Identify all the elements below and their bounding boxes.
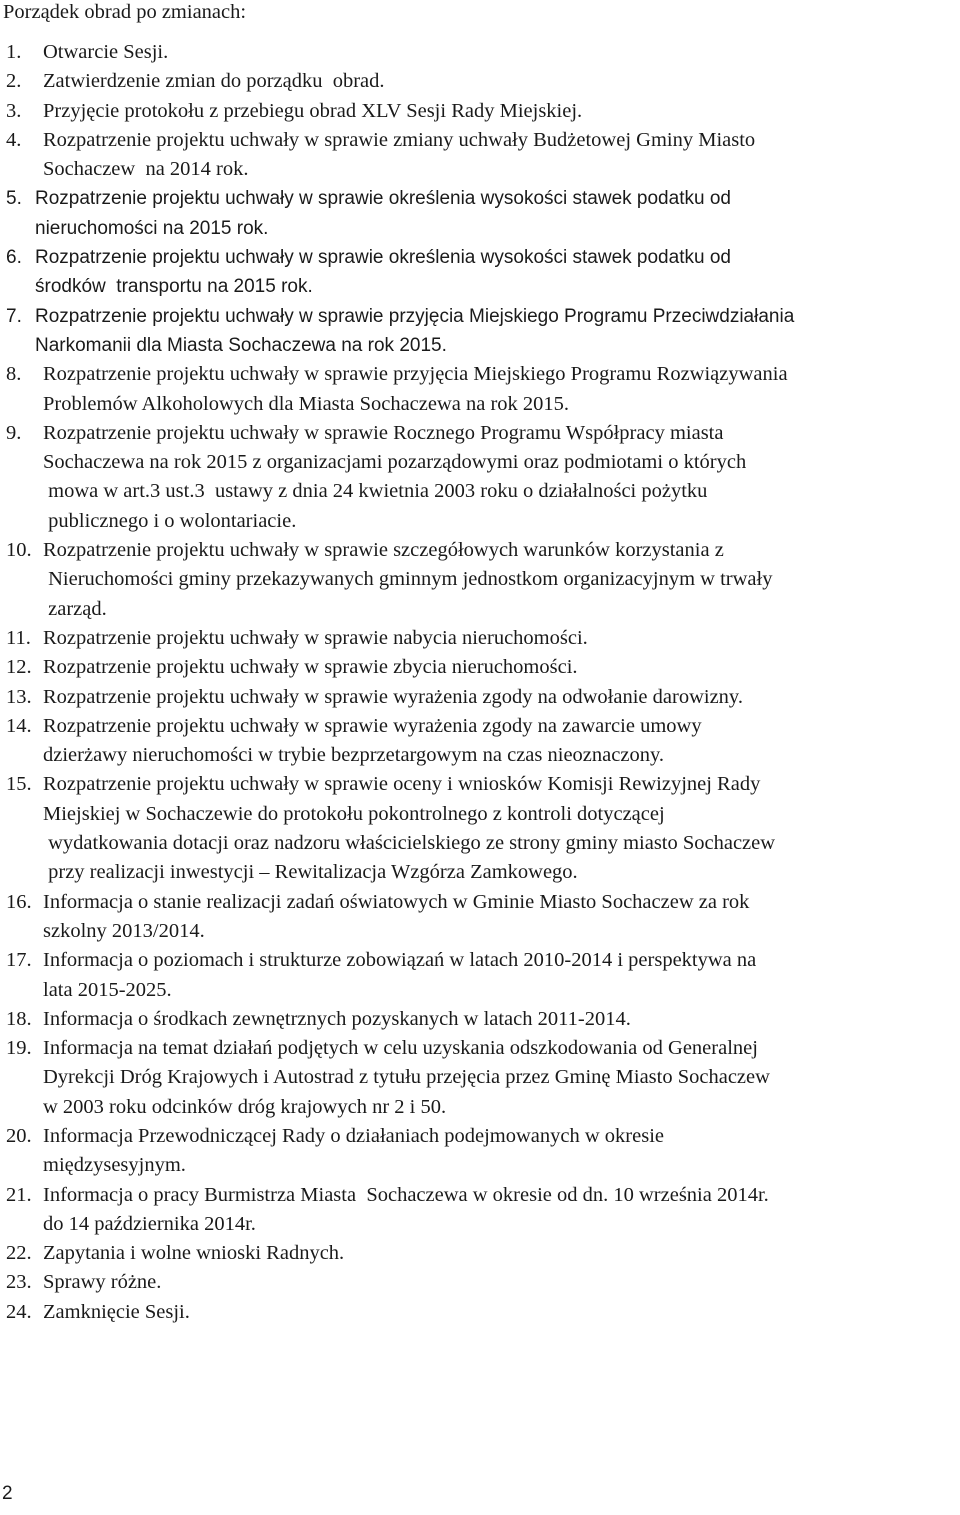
agenda-item-text: przy realizacji inwestycji – Rewitalizacja Wzgórza Zamkowego. — [43, 861, 578, 884]
agenda-item-text: Dyrekcji Dróg Krajowych i Autostrad z tytułu przejęcia przez Gminę Miasto Sochaczew — [43, 1066, 770, 1089]
agenda-item-text: Rozpatrzenie projektu uchwały w sprawie wyrażenia zgody na zawarcie umowy — [43, 714, 702, 737]
agenda-item-text: Nieruchomości gminy przekazywanych gminnym jednostkom organizacyjnym w trwały — [43, 568, 773, 591]
agenda-item — [0, 683, 960, 712]
agenda-item — [0, 624, 960, 653]
agenda-item — [0, 1268, 960, 1297]
agenda-item — [0, 1239, 960, 1268]
agenda-item-number: 9. — [6, 421, 22, 444]
agenda-item-number: 12. — [6, 656, 32, 679]
agenda-item-number: 17. — [6, 949, 32, 972]
agenda-item-text: Rozpatrzenie projektu uchwały w sprawie nabycia nieruchomości. — [43, 626, 588, 649]
agenda-item — [0, 419, 960, 536]
agenda-item-text: Sochaczew na 2014 rok. — [43, 158, 249, 181]
agenda-item-text: Informacja o środkach zewnętrznych pozyskanych w latach 2011-2014. — [43, 1007, 631, 1030]
agenda-item-number: 5. — [6, 188, 22, 210]
agenda-item — [0, 67, 960, 96]
agenda-item-text: do 14 października 2014r. — [43, 1212, 256, 1235]
agenda-item-text: Rozpatrzenie projektu uchwały w sprawie oceny i wniosków Komisji Rewizyjnej Rady — [43, 773, 761, 796]
agenda-item — [0, 1005, 960, 1034]
agenda-item — [0, 1298, 960, 1327]
agenda-item — [0, 360, 960, 419]
agenda-item-number: 1. — [6, 41, 22, 63]
agenda-item-text: Otwarcie Sesji. — [43, 41, 169, 63]
agenda-item-text: Informacja o poziomach i strukturze zobowiązań w latach 2010-2014 i perspektywa na — [43, 949, 757, 972]
agenda-item — [0, 1181, 960, 1240]
agenda-item-number: 2. — [6, 70, 22, 93]
page-number: 2 — [2, 1483, 13, 1504]
agenda-item-text: Zapytania i wolne wnioski Radnych. — [43, 1242, 345, 1265]
agenda-item-text: zarząd. — [43, 597, 107, 620]
agenda-item-text: Zamknięcie Sesji. — [43, 1300, 190, 1323]
agenda-item-text: Problemów Alkoholowych dla Miasta Sochaczewa na rok 2015. — [43, 392, 570, 415]
agenda-item — [0, 946, 960, 1005]
agenda-item-text: lata 2015-2025. — [43, 978, 172, 1001]
agenda-item-text: mowa w art.3 ust.3 ustawy z dnia 24 kwietnia 2003 roku o działalności pożytku — [43, 480, 708, 503]
agenda-item-number: 14. — [6, 714, 32, 737]
agenda-item-number: 24. — [6, 1300, 32, 1323]
agenda-heading: Porządek obrad po zmianach: — [3, 1, 247, 23]
agenda-item-text: Przyjęcie protokołu z przebiegu obrad XLV Sesji Rady Miejskiej. — [43, 99, 583, 122]
agenda-item — [0, 770, 960, 887]
agenda-item-number: 16. — [6, 890, 32, 913]
agenda-item-text: Miejskiej w Sochaczewie do protokołu pokontrolnego z kontroli dotyczącej — [43, 802, 665, 825]
agenda-item — [0, 302, 960, 361]
agenda-item-number: 7. — [6, 305, 22, 327]
agenda-item-number: 13. — [6, 685, 32, 708]
agenda-item — [0, 712, 960, 771]
agenda-item-text: Informacja na temat działań podjętych w celu uzyskania odszkodowania od Generalnej — [43, 1037, 758, 1060]
agenda-item-text: Narkomanii dla Miasta Sochaczewa na rok 2015. — [35, 334, 447, 356]
agenda-item-text: Rozpatrzenie projektu uchwały w sprawie określenia wysokości stawek podatku od — [35, 188, 731, 210]
agenda-item-number: 23. — [6, 1271, 32, 1294]
agenda-item-text: Informacja Przewodniczącej Rady o działaniach podejmowanych w okresie — [43, 1124, 665, 1147]
agenda-item-text: Informacja o pracy Burmistrza Miasta Sochaczewa w okresie od dn. 10 września 2014r. — [43, 1183, 769, 1206]
agenda-item — [0, 536, 960, 624]
agenda-item-number: 6. — [6, 247, 22, 269]
agenda-item-text: Rozpatrzenie projektu uchwały w sprawie wyrażenia zgody na odwołanie darowizny. — [43, 685, 743, 708]
agenda-item-text: międzysesyjnym. — [43, 1154, 186, 1177]
agenda-item-number: 19. — [6, 1037, 32, 1060]
agenda-item-text: Rozpatrzenie projektu uchwały w sprawie określenia wysokości stawek podatku od — [35, 247, 731, 269]
agenda-item-text: Rozpatrzenie projektu uchwały w sprawie zbycia nieruchomości. — [43, 656, 578, 679]
agenda-item — [0, 888, 960, 947]
agenda-item-text: wydatkowania dotacji oraz nadzoru właścicielskiego ze strony gminy miasto Sochaczew — [43, 832, 776, 855]
agenda-item-number: 20. — [6, 1124, 32, 1147]
agenda-item-number: 22. — [6, 1242, 32, 1265]
agenda-item-number: 18. — [6, 1007, 32, 1030]
agenda-item — [0, 1034, 960, 1122]
agenda-item — [0, 97, 960, 126]
agenda-item-number: 4. — [6, 128, 22, 151]
agenda-item-text: Zatwierdzenie zmian do porządku obrad. — [43, 70, 385, 93]
agenda-item-text: Rozpatrzenie projektu uchwały w sprawie przyjęcia Miejskiego Programu Rozwiązywania — [43, 363, 788, 386]
agenda-item-number: 11. — [6, 626, 31, 649]
agenda-item-text: publicznego i o wolontariacie. — [43, 509, 297, 532]
agenda-item — [0, 184, 960, 243]
agenda-item — [0, 126, 960, 185]
agenda-item-text: środków transportu na 2015 rok. — [35, 276, 313, 298]
agenda-item-text: Informacja o stanie realizacji zadań oświatowych w Gminie Miasto Sochaczew za rok — [43, 890, 750, 913]
agenda-item-text: Rozpatrzenie projektu uchwały w sprawie szczegółowych warunków korzystania z — [43, 539, 724, 562]
agenda-item-number: 8. — [6, 363, 22, 386]
agenda-item-text: Sprawy różne. — [43, 1271, 162, 1294]
agenda-item — [0, 38, 960, 67]
agenda-item — [0, 243, 960, 302]
agenda-item-text: Sochaczewa na rok 2015 z organizacjami pozarządowymi oraz podmiotami o których — [43, 451, 747, 474]
agenda-item-text: Rozpatrzenie projektu uchwały w sprawie zmiany uchwały Budżetowej Gminy Miasto — [43, 128, 756, 151]
agenda-item-text: Rozpatrzenie projektu uchwały w sprawie Rocznego Programu Współpracy miasta — [43, 421, 724, 444]
agenda-item — [0, 653, 960, 682]
agenda-item-text: szkolny 2013/2014. — [43, 919, 205, 942]
agenda-item-number: 21. — [6, 1183, 32, 1206]
agenda-item-text: w 2003 roku odcinków dróg krajowych nr 2 i 50. — [43, 1095, 447, 1118]
agenda-item-text: nieruchomości na 2015 rok. — [35, 217, 269, 239]
agenda-item — [0, 1122, 960, 1181]
agenda-item-text: Rozpatrzenie projektu uchwały w sprawie przyjęcia Miejskiego Programu Przeciwdziałania — [35, 305, 795, 327]
agenda-list — [0, 38, 960, 1327]
agenda-item-text: dzierżawy nieruchomości w trybie bezprzetargowym na czas nieoznaczony. — [43, 744, 664, 767]
agenda-item-number: 3. — [6, 99, 22, 122]
agenda-item-number: 15. — [6, 773, 32, 796]
agenda-item-number: 10. — [6, 539, 32, 562]
